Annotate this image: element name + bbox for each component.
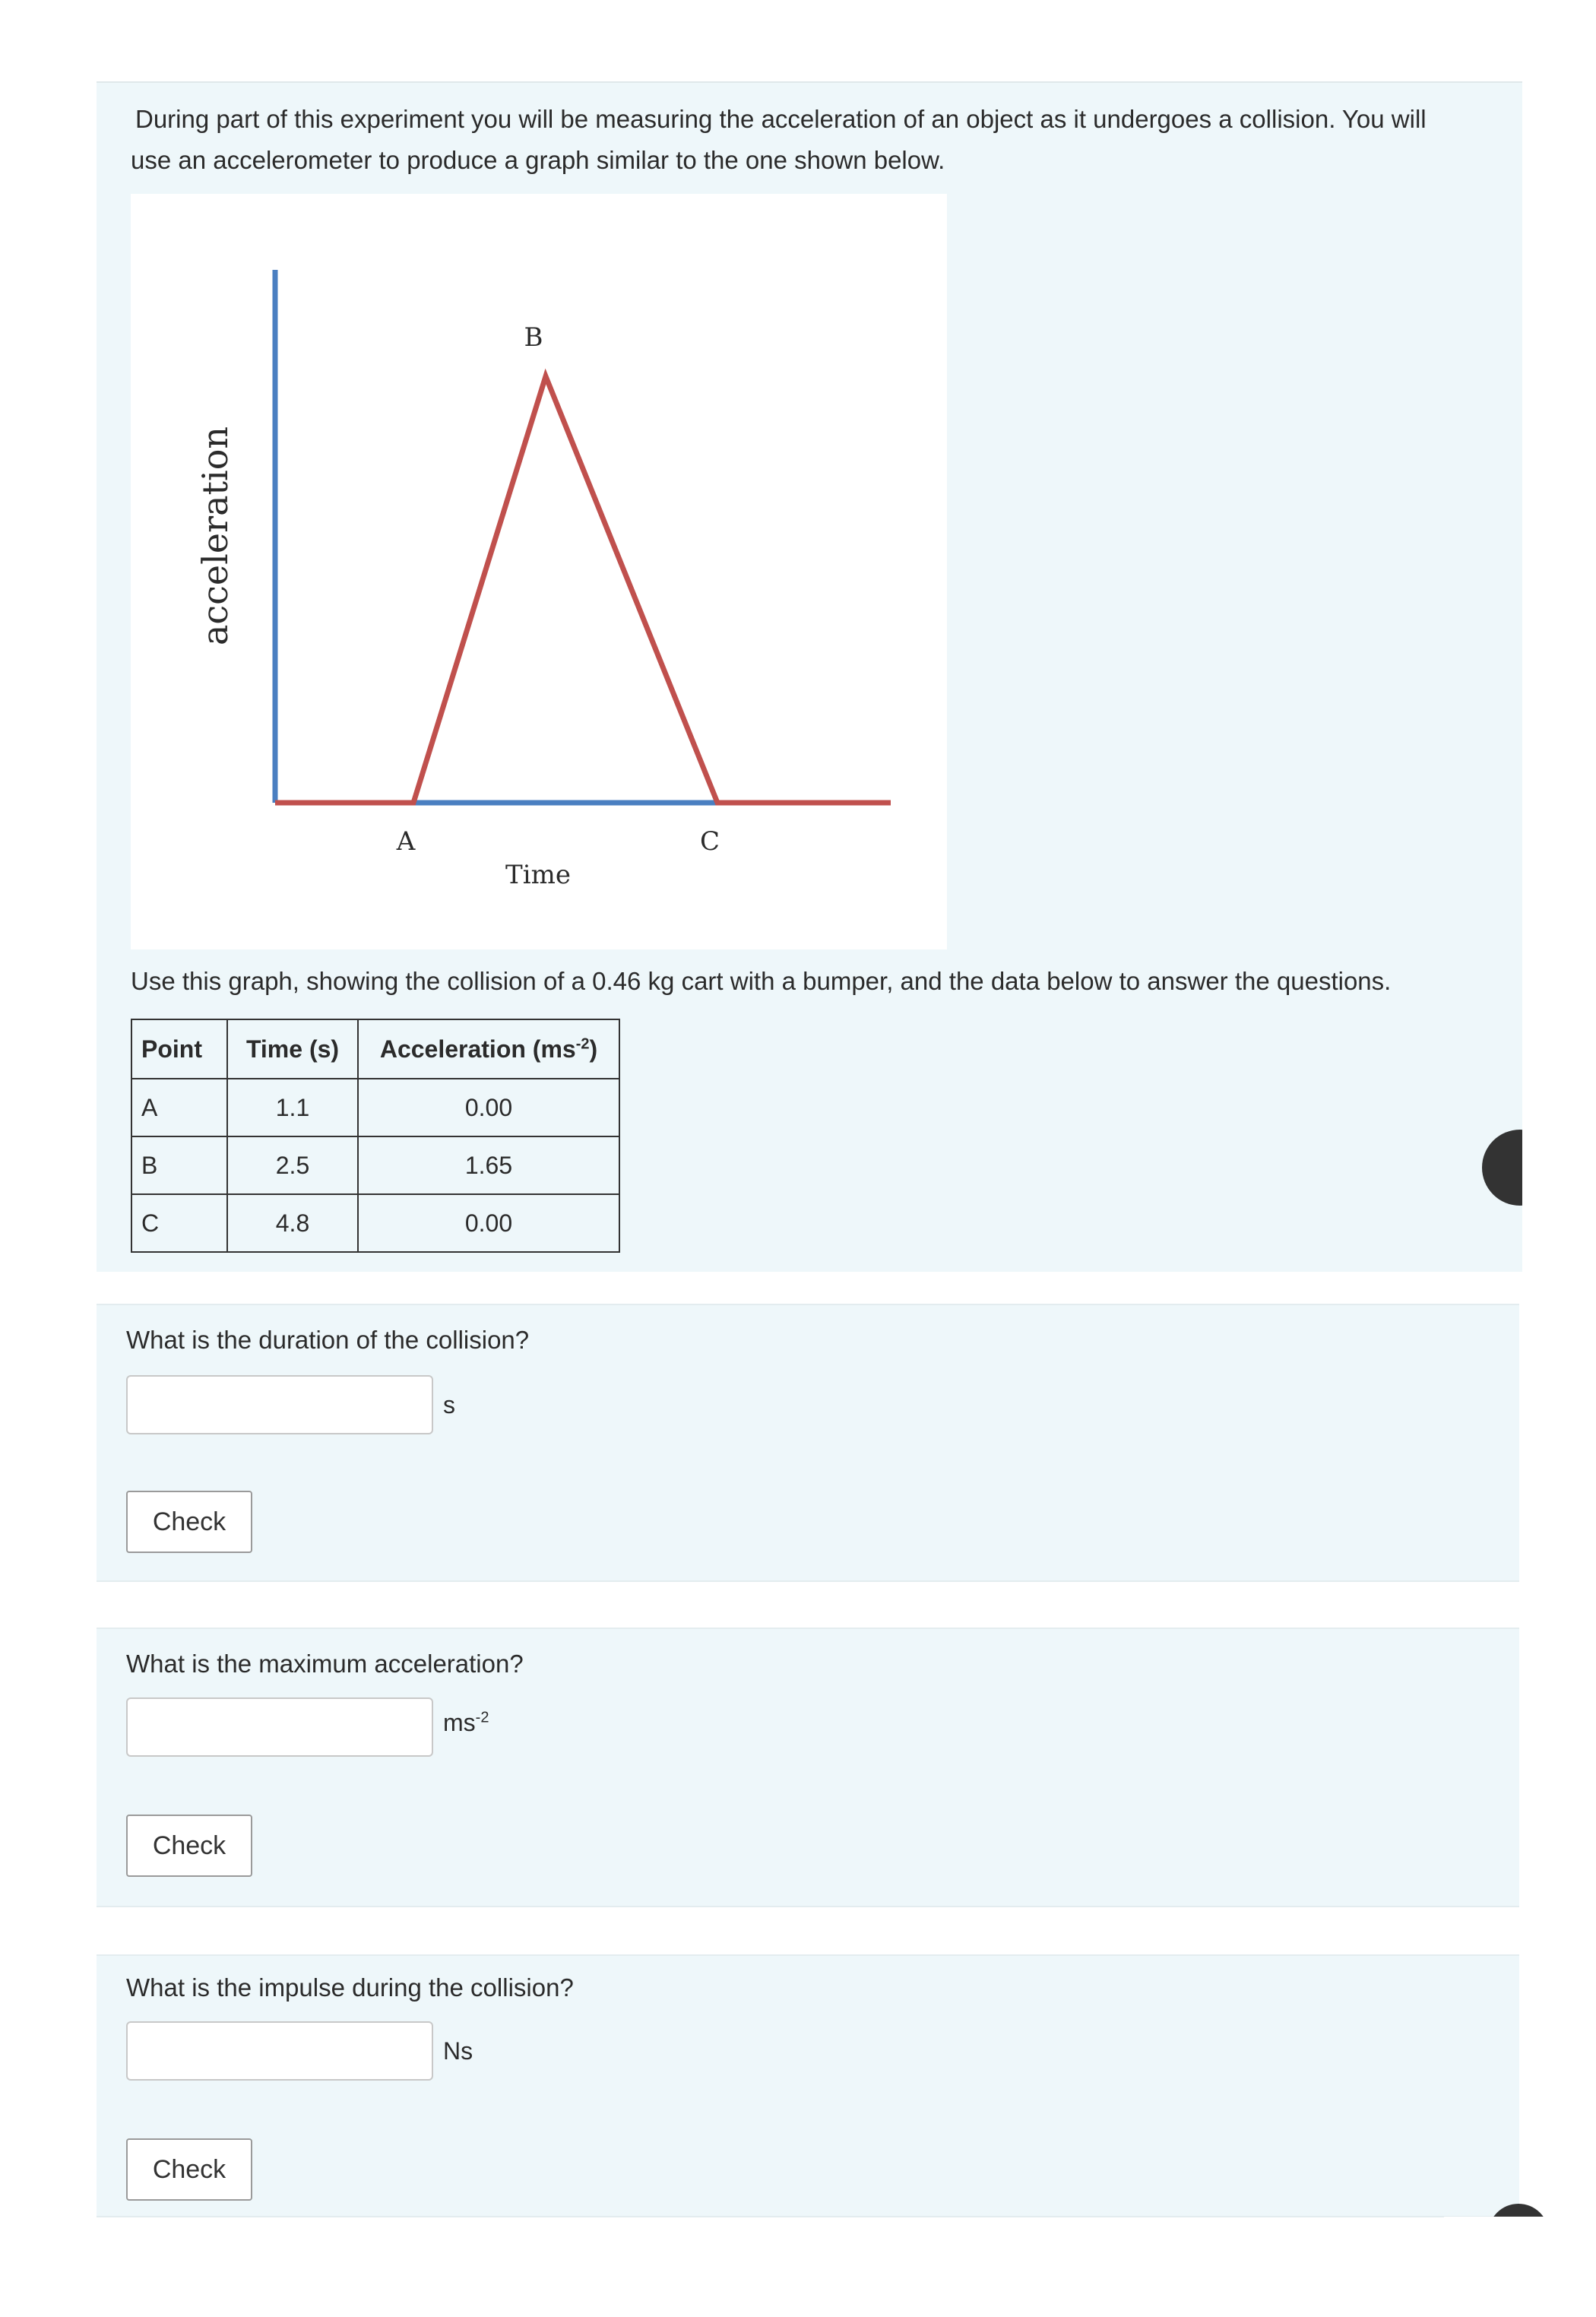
intro-line-1: During part of this experiment you will be measuring the acceleration of an object as it undergoes a collision. You will <box>135 105 1427 133</box>
question-1-prompt: What is the duration of the collision? <box>126 1326 530 1354</box>
cell-time: 1.1 <box>227 1079 358 1136</box>
point-label-a: A <box>396 826 416 857</box>
intro-line-3: Use this graph, showing the collision of a 0.46 kg cart with a bumper, and the data below to answer the questions. <box>131 967 1392 995</box>
intro-line-2: use an accelerometer to produce a graph similar to the one shown below. <box>131 146 945 174</box>
question-1-unit: s <box>443 1391 455 1418</box>
header-acceleration: Acceleration $(ms^{-2})$ <box>358 1019 619 1079</box>
cell-point: A <box>131 1079 227 1136</box>
cell-acceleration: 1.65 <box>358 1136 619 1194</box>
cell-acceleration: 0.00 <box>358 1194 619 1252</box>
cell-time: 4.8 <box>227 1194 358 1252</box>
impulse-input[interactable] <box>126 2021 433 2081</box>
point-label-b: B <box>524 322 543 353</box>
graph-svg <box>131 194 947 949</box>
max-acceleration-input[interactable] <box>126 1697 433 1757</box>
table-row <box>131 1136 619 1194</box>
question-3-prompt: What is the impulse during the collision? <box>126 1973 574 2002</box>
table-row <box>131 1079 619 1136</box>
cell-point: C <box>131 1194 227 1252</box>
x-axis-label: Time <box>505 860 571 890</box>
duration-input[interactable] <box>126 1375 433 1434</box>
acceleration-graph <box>131 194 947 949</box>
point-label-c: C <box>699 826 720 857</box>
cell-acceleration: 0.00 <box>358 1079 619 1136</box>
check-button-3[interactable]: Check <box>126 2138 252 2201</box>
cell-point: B <box>131 1136 227 1194</box>
y-axis-label: acceleration <box>195 426 236 646</box>
question-2-unit: $ms^{-2}$ <box>443 1709 489 1736</box>
table-header-row <box>131 1019 619 1079</box>
acceleration-trace <box>275 376 891 803</box>
data-table <box>131 1019 620 1253</box>
check-button-2[interactable]: Check <box>126 1815 252 1877</box>
cell-time: 2.5 <box>227 1136 358 1194</box>
header-time: Time (s) <box>227 1019 358 1079</box>
header-point: Point <box>131 1019 227 1079</box>
question-2-prompt: What is the maximum acceleration? <box>126 1650 524 1678</box>
check-button-1[interactable]: Check <box>126 1491 252 1553</box>
question-3-unit: Ns <box>443 2037 473 2065</box>
table-row <box>131 1194 619 1252</box>
